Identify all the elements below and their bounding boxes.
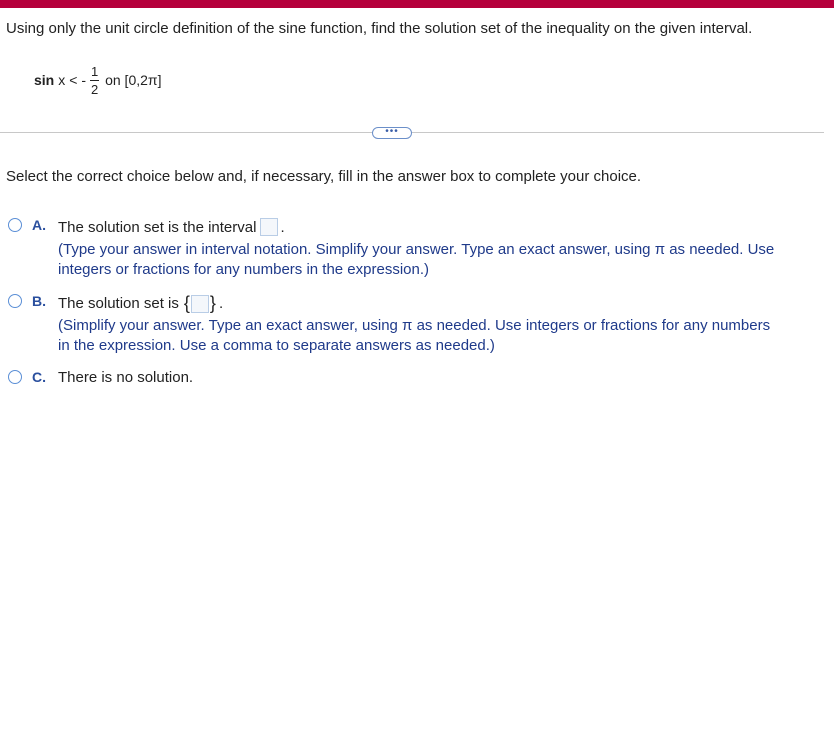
radio-c[interactable] (8, 370, 22, 384)
less-than-symbol: < (69, 72, 78, 88)
variable-x: x (58, 72, 66, 88)
choice-b-text: The solution set is (58, 295, 179, 312)
instruction-text: Select the correct choice below and, if necessary, fill in the answer box to complete your choice. (6, 168, 642, 185)
choice-b-period: . (218, 295, 224, 312)
fraction-bar (90, 80, 99, 81)
close-brace: } (209, 293, 216, 313)
choice-b-letter: B. (32, 293, 46, 309)
minus-sign: - (81, 72, 87, 88)
radio-b[interactable] (8, 294, 22, 308)
fraction-denominator: 2 (90, 81, 99, 97)
fraction-numerator: 1 (90, 63, 99, 79)
choice-c-text: There is no solution. (58, 369, 194, 386)
choice-a-period: . (280, 218, 285, 236)
choice-a-hint-line1: (Type your answer in interval notation. Simplify your answer. Type an exact answer, using π as needed. Use (58, 241, 775, 258)
choice-c-letter: C. (32, 369, 46, 385)
fraction-one-half (90, 64, 99, 97)
answer-box-b[interactable] (191, 295, 209, 313)
inequality-expression (34, 58, 161, 102)
section-divider (0, 132, 824, 133)
choice-b-hint-line2: in the expression. Use a comma to separate answers as needed.) (58, 337, 495, 354)
answer-box-a[interactable] (260, 218, 278, 236)
question-text: Using only the unit circle definition of the sine function, find the solution set of the inequality on the given interval. (6, 20, 753, 37)
open-brace: { (183, 293, 190, 313)
choice-a-hint (58, 240, 808, 280)
choice-a-letter: A. (32, 217, 46, 233)
top-accent-bar (0, 0, 834, 8)
radio-a[interactable] (8, 218, 22, 232)
interval-text: on [0,2π] (105, 72, 162, 88)
choice-b-hint (58, 316, 808, 356)
choice-a-hint-line2: integers or fractions for any numbers in the expression.) (58, 261, 430, 278)
sine-function: sin (34, 72, 55, 88)
choice-a-text: The solution set is the interval (58, 218, 257, 236)
show-more-button[interactable]: ••• (372, 127, 412, 139)
choice-b-hint-line1: (Simplify your answer. Type an exact answer, using π as needed. Use integers or fractions for any numbers (58, 317, 771, 334)
